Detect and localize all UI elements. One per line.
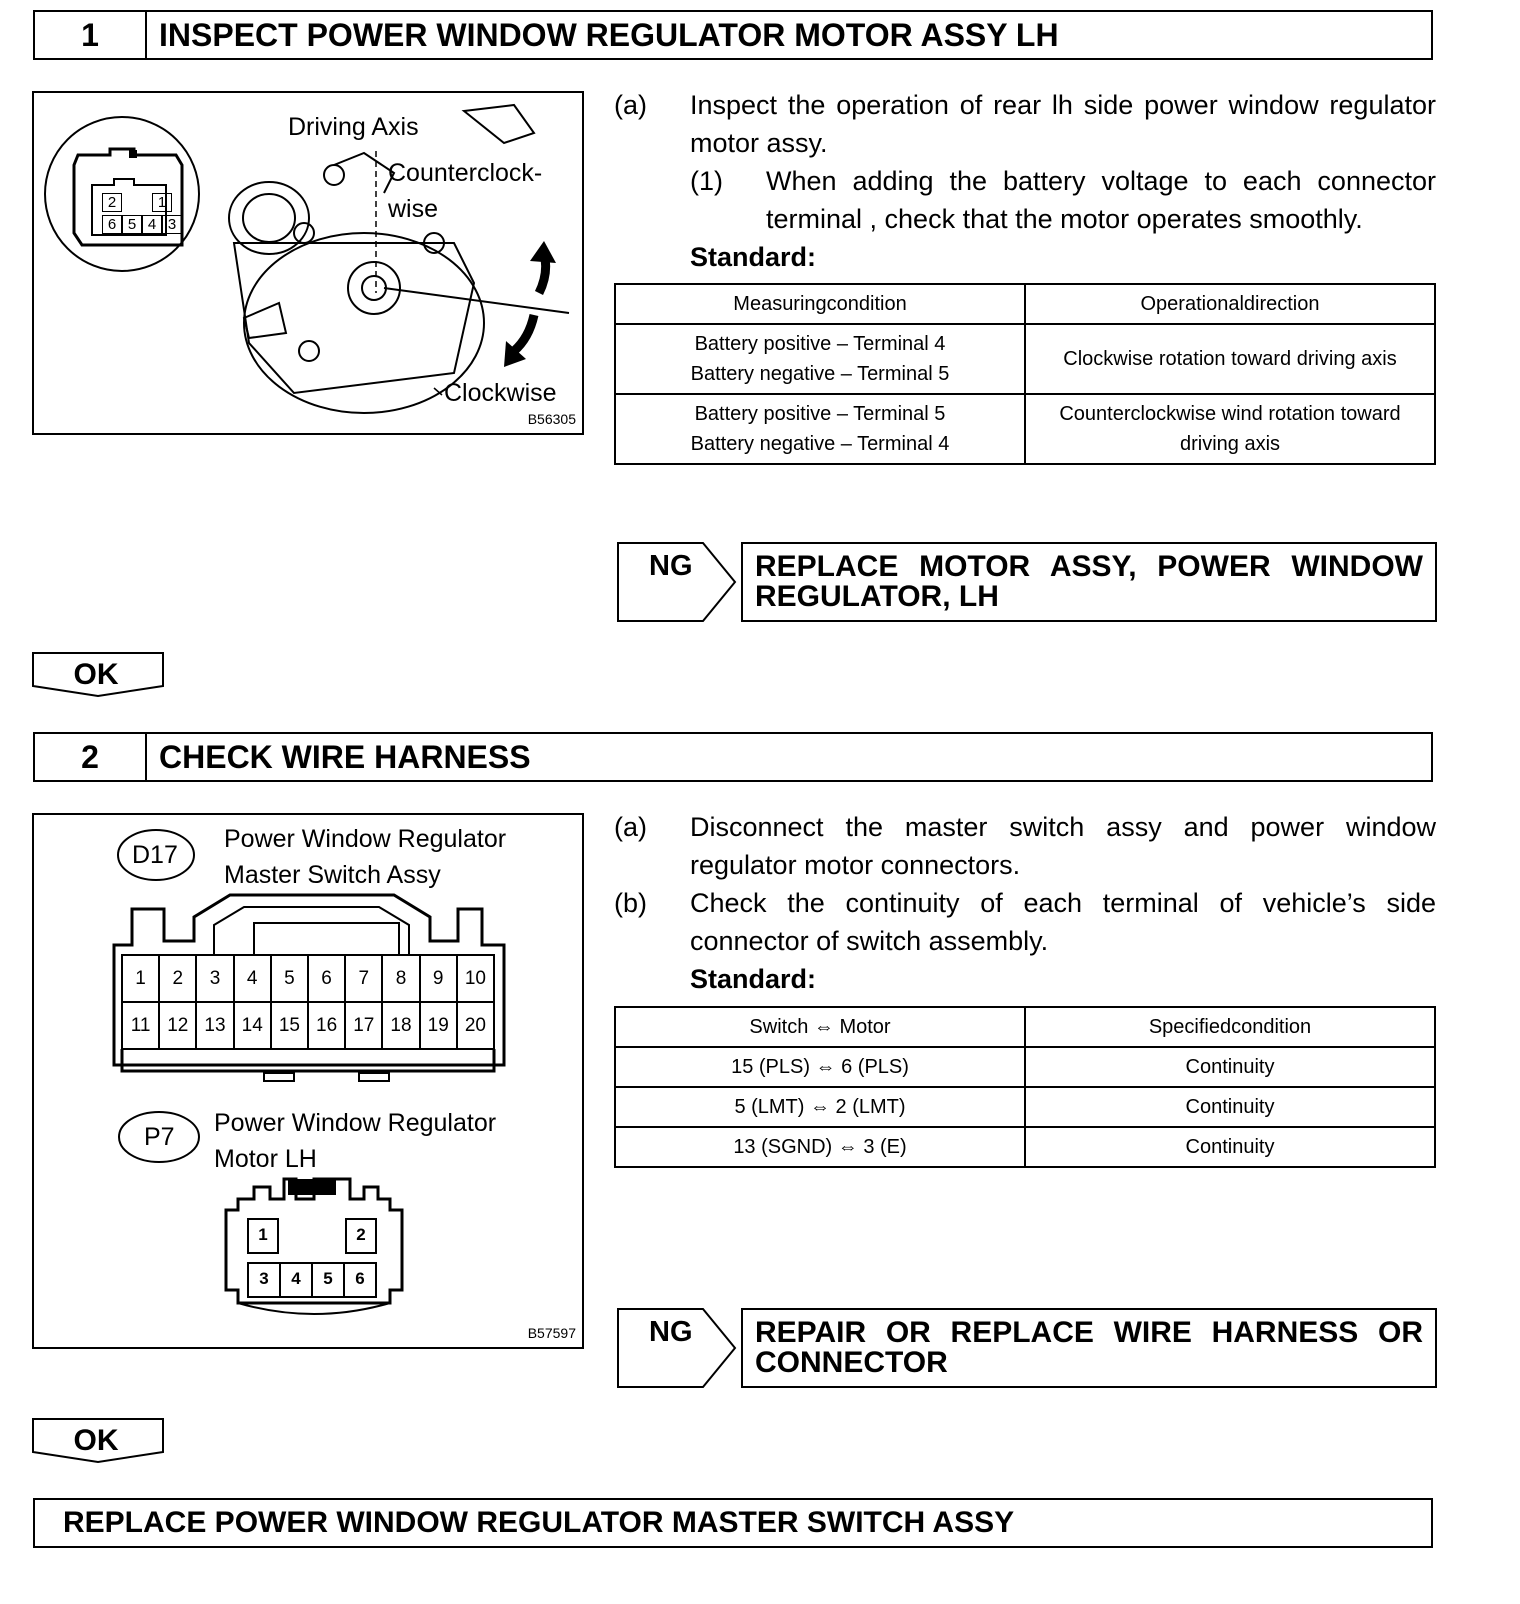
step-1-title: INSPECT POWER WINDOW REGULATOR MOTOR ASSY LH	[159, 16, 1059, 53]
connector-figure	[32, 813, 584, 1349]
p7-pin: 6	[355, 1269, 365, 1288]
ng-action: REPAIR OR REPLACE WIRE HARNESS OR CONNECTOR	[741, 1308, 1437, 1388]
step-2-number: 2	[35, 734, 147, 780]
table-row	[615, 394, 1435, 464]
d17-pin: 1	[122, 955, 159, 1002]
figure-code: B57597	[527, 1325, 576, 1341]
connector-pin: 3	[162, 215, 182, 234]
table-row	[615, 1127, 1435, 1167]
p7-pin: 1	[258, 1225, 268, 1244]
d17-pin: 19	[420, 1002, 457, 1049]
p7-pin: 4	[291, 1269, 301, 1288]
figure-code: B56305	[527, 411, 576, 427]
table-header-row	[615, 1007, 1435, 1047]
ok-label: OK	[73, 1424, 119, 1457]
counterclockwise-label-1: Counterclock-	[388, 159, 543, 187]
instruction-text: Check the continuity of each terminal of vehicle’s side connector of switch assembly.	[690, 888, 1436, 956]
d17-pin: 20	[457, 1002, 494, 1049]
table-cell: Continuity	[1025, 1087, 1435, 1127]
table-cell: Clockwise rotation toward driving axis	[1025, 324, 1435, 394]
cell-line: Battery negative – Terminal 5	[690, 363, 950, 385]
table-cell: Continuity	[1025, 1047, 1435, 1087]
step-1-instructions	[614, 86, 1436, 276]
cell-line: Battery positive – Terminal 5	[694, 403, 946, 425]
d17-pin: 14	[234, 1002, 271, 1049]
table-header: Operationaldirection	[1025, 284, 1435, 324]
d17-label-line-2: Master Switch Assy	[224, 861, 441, 889]
d17-pin-grid	[122, 955, 494, 1049]
instruction-b	[614, 884, 1436, 960]
step-1-header	[33, 10, 1433, 60]
cell-line: Battery positive – Terminal 4	[694, 333, 946, 355]
p7-pin: 2	[356, 1225, 366, 1244]
p7-label-line-2: Motor LH	[214, 1145, 317, 1173]
instruction-a	[614, 808, 1436, 884]
instruction-text: Disconnect the master switch assy and power window regulator motor connectors.	[690, 812, 1436, 880]
d17-pin: 4	[234, 955, 271, 1002]
instruction-a	[614, 86, 1436, 162]
table-header: Switch ⇔ Motor	[615, 1007, 1025, 1047]
step-1-spec-table	[614, 283, 1436, 465]
instruction-text: When adding the battery voltage to each connector terminal , check that the motor operates smoothly.	[766, 166, 1436, 234]
table-header-row	[615, 284, 1435, 324]
d17-pin: 18	[382, 1002, 419, 1049]
ng-action: REPLACE MOTOR ASSY, POWER WINDOW REGULATOR, LH	[741, 542, 1437, 622]
p7-pin: 3	[259, 1269, 269, 1288]
clockwise-label: Clockwise	[444, 379, 557, 407]
final-action: REPLACE POWER WINDOW REGULATOR MASTER SWITCH ASSY	[33, 1498, 1433, 1548]
p7-label-line-1: Power Window Regulator	[214, 1109, 497, 1137]
connector-pin: 5	[122, 215, 142, 234]
step-2-header	[33, 732, 1433, 782]
instruction-text: Inspect the operation of rear lh side power window regulator motor assy.	[690, 90, 1436, 158]
step-1-number: 1	[35, 12, 147, 58]
driving-axis-label: Driving Axis	[288, 113, 419, 141]
step-2-spec-table	[614, 1006, 1436, 1168]
table-cell: Counterclockwise wind rotation toward driving axis	[1025, 394, 1435, 464]
d17-pin: 6	[308, 955, 345, 1002]
table-cell: 5 (LMT) ⇔ 2 (LMT)	[615, 1087, 1025, 1127]
ok-label: OK	[73, 658, 119, 691]
instruction-1	[614, 162, 1436, 238]
table-row	[615, 324, 1435, 394]
step-2-title: CHECK WIRE HARNESS	[159, 738, 531, 775]
ng-label: NG	[649, 550, 693, 582]
connector-pin: 1	[152, 193, 172, 212]
step-2-instructions	[614, 808, 1436, 998]
d17-pin: 8	[382, 955, 419, 1002]
d17-pin: 9	[420, 955, 457, 1002]
step-2-ok-branch	[32, 1418, 166, 1464]
step-1-ok-branch	[32, 652, 166, 698]
d17-tag: D17	[132, 841, 178, 869]
table-cell: 13 (SGND) ⇔ 3 (E)	[615, 1127, 1025, 1167]
d17-pin: 5	[271, 955, 308, 1002]
instruction-label: (a)	[614, 812, 647, 842]
p7-tag: P7	[144, 1123, 175, 1151]
table-row	[615, 1087, 1435, 1127]
table-header: Measuringcondition	[615, 284, 1025, 324]
instruction-label: (1)	[690, 166, 723, 196]
table-cell	[615, 324, 1025, 394]
table-row	[615, 1047, 1435, 1087]
d17-label-line-1: Power Window Regulator	[224, 825, 507, 853]
d17-pin: 7	[345, 955, 382, 1002]
cell-line: Battery negative – Terminal 4	[690, 433, 950, 455]
table-cell: Continuity	[1025, 1127, 1435, 1167]
d17-pin: 16	[308, 1002, 345, 1049]
table-header: Specifiedcondition	[1025, 1007, 1435, 1047]
connector-pin: 2	[102, 193, 122, 212]
connector-pin: 4	[142, 215, 162, 234]
d17-pin: 17	[345, 1002, 382, 1049]
connector-pin: 6	[102, 215, 122, 234]
d17-pin: 3	[196, 955, 233, 1002]
counterclockwise-label-2: wise	[388, 195, 439, 223]
standard-label: Standard:	[690, 242, 817, 272]
d17-pin: 11	[122, 1002, 159, 1049]
motor-figure	[32, 91, 584, 435]
standard-label: Standard:	[690, 964, 817, 994]
table-cell: 15 (PLS) ⇔ 6 (PLS)	[615, 1047, 1025, 1087]
instruction-label: (a)	[614, 90, 647, 120]
ng-label: NG	[649, 1316, 693, 1348]
motor-connector-top-pins	[102, 193, 172, 212]
d17-pin: 10	[457, 955, 494, 1002]
p7-pin: 5	[323, 1269, 333, 1288]
instruction-label: (b)	[614, 888, 647, 918]
table-cell	[615, 394, 1025, 464]
d17-pin: 2	[159, 955, 196, 1002]
d17-pin: 15	[271, 1002, 308, 1049]
d17-pin: 12	[159, 1002, 196, 1049]
motor-connector-bottom-pins	[102, 215, 182, 234]
d17-pin: 13	[196, 1002, 233, 1049]
